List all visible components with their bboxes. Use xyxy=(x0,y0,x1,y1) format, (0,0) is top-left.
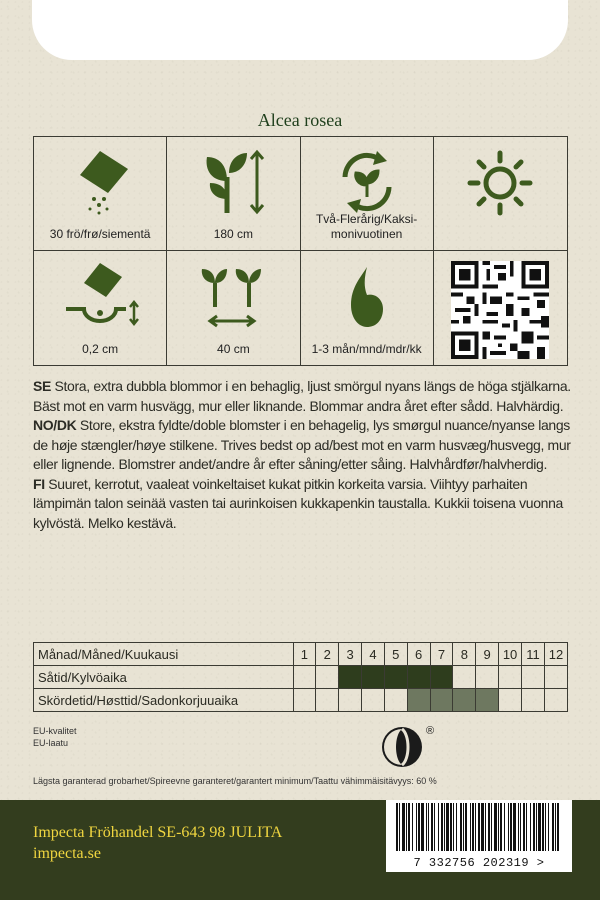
description-fi xyxy=(33,475,573,534)
company-website[interactable]: impecta.se xyxy=(33,845,101,862)
harvest-month-6 xyxy=(407,689,430,712)
barcode-bar xyxy=(520,803,521,851)
barcode-bar xyxy=(450,803,452,851)
barcode-bar xyxy=(530,803,531,851)
harvest-time-label: Skördetid/Høsttid/Sadonkorjuuaika xyxy=(34,689,294,712)
barcode-bar xyxy=(438,803,439,851)
barcode-bar xyxy=(408,803,410,851)
barcode-bar xyxy=(478,803,480,851)
harvest-month-7 xyxy=(430,689,453,712)
month-12: 12 xyxy=(544,643,567,666)
height-cell xyxy=(167,137,300,251)
lang-code-nodk: NO/DK xyxy=(33,417,77,433)
sun-icon xyxy=(460,147,540,217)
barcode-bar xyxy=(470,803,471,851)
barcode-bar xyxy=(488,803,490,851)
harvest-month-8 xyxy=(453,689,476,712)
harvest-month-9 xyxy=(476,689,499,712)
barcode-bar xyxy=(485,803,486,851)
sow-month-1 xyxy=(293,666,316,689)
info-grid xyxy=(33,136,568,366)
barcode-bar xyxy=(402,803,405,851)
description-fi-text: Suuret, kerrotut, vaaleat voinkeltaiset kukat pitkin korkeita varsia. Viihtyy parhaiten lämpimän talon seinää vasten tai aurinkoisen kukkapenkin taustalla. Kukkii toisena vuonna kylvöstä. Melko kestävä. xyxy=(33,475,563,531)
sow-month-8 xyxy=(453,666,476,689)
barcode-bar xyxy=(555,803,556,851)
sowing-time-label: Såtid/Kylvöaika xyxy=(34,666,294,689)
barcode-bar xyxy=(491,803,492,851)
barcode-bar xyxy=(431,803,433,851)
barcode-bar xyxy=(542,803,544,851)
barcode-bar xyxy=(500,803,502,851)
species-title: Alcea rosea xyxy=(257,110,343,130)
month-5: 5 xyxy=(384,643,407,666)
qr-code-icon[interactable] xyxy=(451,261,549,359)
barcode-bar xyxy=(446,803,449,851)
sow-month-6 xyxy=(407,666,430,689)
sowing-calendar xyxy=(33,642,568,712)
month-9: 9 xyxy=(476,643,499,666)
barcode-bar xyxy=(453,803,454,851)
barcode-number: 7 332756 202319 > xyxy=(413,856,545,870)
barcode-bar xyxy=(426,803,427,851)
lang-code-fi: FI xyxy=(33,475,45,492)
seed-count-cell xyxy=(34,137,167,251)
barcode-bar xyxy=(494,803,497,851)
barcode-bar xyxy=(526,803,527,851)
description-se-text: Stora, extra dubbla blommor i en behaglig, ljust smörgul nyans längs de höga stjälkarna. Bäst mot en varm husvägg, mur eller liknande. Blommar andra året efter sådd. Halvhärdig. xyxy=(33,378,571,414)
barcode-bar xyxy=(421,803,424,851)
seed-packet-icon xyxy=(60,147,140,217)
height-label: 180 cm xyxy=(213,227,254,241)
sow-month-9 xyxy=(476,666,499,689)
barcode-bars xyxy=(394,803,564,851)
plant-height-icon xyxy=(193,147,273,217)
sow-month-11 xyxy=(522,666,545,689)
perennial-cycle-icon xyxy=(327,147,407,217)
month-7: 7 xyxy=(430,643,453,666)
spacing-cell xyxy=(167,251,300,365)
barcode-bar xyxy=(441,803,443,851)
barcode-bar xyxy=(463,803,464,851)
calendar-header-label: Månad/Måned/Kuukausi xyxy=(34,643,294,666)
seed-count-label: 30 frö/frø/siementä xyxy=(49,227,151,241)
lifecycle-label: Två-Flerårig/Kaksi-monivuotinen xyxy=(315,212,418,241)
calendar-header-row xyxy=(34,643,568,666)
barcode-bar xyxy=(412,803,413,851)
sow-month-10 xyxy=(499,666,522,689)
barcode-bar xyxy=(538,803,541,851)
barcode-bar xyxy=(523,803,525,851)
green-dot-recycling-icon xyxy=(380,722,440,772)
depth-label: 0,2 cm xyxy=(82,342,119,356)
barcode-bar xyxy=(552,803,554,851)
barcode-bar xyxy=(396,803,398,851)
eu-quality-line2: EU-laatu xyxy=(33,738,69,748)
barcode-bar xyxy=(456,803,457,851)
month-1: 1 xyxy=(293,643,316,666)
barcode-bar xyxy=(416,803,417,851)
germination-icon xyxy=(327,261,407,331)
plant-spacing-icon xyxy=(193,261,273,331)
barcode-bar xyxy=(548,803,549,851)
barcode-bar xyxy=(472,803,474,851)
month-2: 2 xyxy=(316,643,339,666)
description-nodk xyxy=(33,416,573,475)
month-4: 4 xyxy=(362,643,385,666)
germination-guarantee: Lägsta garanterad grobarhet/Spireevne garanteret/garantert minimum/Taattu vähimmäisitävyys: 60 % xyxy=(33,776,437,786)
barcode-bar xyxy=(434,803,435,851)
barcode-bar xyxy=(545,803,546,851)
harvest-month-2 xyxy=(316,689,339,712)
harvest-month-5 xyxy=(384,689,407,712)
barcode-bar xyxy=(481,803,484,851)
harvest-month-10 xyxy=(499,689,522,712)
hanger-cutout xyxy=(32,0,568,60)
registered-mark: ® xyxy=(426,725,435,737)
harvest-month-3 xyxy=(339,689,362,712)
eu-quality-line1: EU-kvalitet xyxy=(33,726,77,736)
germination-cell xyxy=(301,251,434,365)
harvest-month-1 xyxy=(293,689,316,712)
description-block xyxy=(33,377,573,533)
harvest-month-11 xyxy=(522,689,545,712)
month-8: 8 xyxy=(453,643,476,666)
sowing-depth-icon xyxy=(60,261,140,331)
barcode-bar xyxy=(465,803,467,851)
barcode-bar xyxy=(418,803,420,851)
barcode-bar xyxy=(533,803,535,851)
month-10: 10 xyxy=(499,643,522,666)
lifecycle-cell xyxy=(301,137,434,251)
barcode-bar xyxy=(518,803,519,851)
barcode-bar xyxy=(475,803,476,851)
germination-label: 1-3 mån/mnd/mdr/kk xyxy=(311,342,422,356)
barcode-bar xyxy=(444,803,445,851)
lang-code-se: SE xyxy=(33,378,51,394)
barcode-bar xyxy=(406,803,407,851)
barcode-bar xyxy=(513,803,516,851)
barcode-bar xyxy=(557,803,559,851)
company-name: Impecta Fröhandel SE-643 98 JULITA xyxy=(33,824,283,841)
depth-cell xyxy=(34,251,167,365)
harvest-month-12 xyxy=(544,689,567,712)
description-se xyxy=(33,377,573,416)
harvest-time-row xyxy=(34,689,568,712)
barcode-bar xyxy=(460,803,462,851)
sow-month-4 xyxy=(362,666,385,689)
barcode-bar xyxy=(428,803,429,851)
qr-cell xyxy=(434,251,567,365)
harvest-month-4 xyxy=(362,689,385,712)
sowing-time-row xyxy=(34,666,568,689)
company-address xyxy=(33,822,282,864)
sow-month-3 xyxy=(339,666,362,689)
barcode-bar xyxy=(498,803,499,851)
spacing-label: 40 cm xyxy=(217,342,250,356)
sow-month-12 xyxy=(544,666,567,689)
month-6: 6 xyxy=(407,643,430,666)
month-3: 3 xyxy=(339,643,362,666)
barcode-bar xyxy=(510,803,512,851)
sun-cell xyxy=(434,137,567,251)
sow-month-2 xyxy=(316,666,339,689)
barcode-bar xyxy=(504,803,505,851)
sow-month-5 xyxy=(384,666,407,689)
barcode xyxy=(386,800,572,872)
eu-quality xyxy=(33,725,77,749)
barcode-bar xyxy=(508,803,509,851)
barcode-bar xyxy=(536,803,537,851)
month-11: 11 xyxy=(522,643,545,666)
description-nodk-text: Store, ekstra fyldte/doble blomster i en behagelig, lys smørgul nuance/nyanse langs de høje stængler/høye stilkene. Trives bedst op ad/best mot en varm husvæg/husvegg, mur eller lignende. Blomstrer andet/andre år efter såning/etter såing. Halvhårdfør/halvherdig. xyxy=(33,417,571,472)
barcode-bar xyxy=(399,803,400,851)
sow-month-7 xyxy=(430,666,453,689)
